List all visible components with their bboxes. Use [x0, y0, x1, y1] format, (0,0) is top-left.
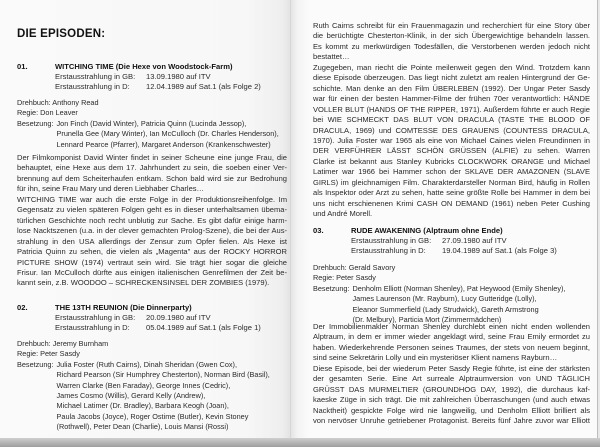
text-line: schichte. Man denke an den Film ÜBERLEBEN (1992). Der Ungar Peter Sasdy: [313, 83, 590, 93]
cast-label: Besetzung:: [313, 283, 350, 293]
episode-number: 02.: [17, 303, 28, 312]
episode-02-credits: [17, 339, 289, 433]
text-line: haben. Wiederkehrende Personen seines Traumes, der stets von neuem beginnt,: [313, 342, 590, 352]
cast-line: Julia Foster (Ruth Cairns), Dinah Sheridan (Gwen Cox),: [56, 359, 237, 369]
air-gb-label: Erstausstrahlung in GB:: [55, 313, 136, 323]
text-line: PICTURE SHOW (1974) vertraut sein wird. Sie trägt hier sogar die gleiche: [17, 257, 287, 267]
text-line: DER VERFÜHRER LÄSST SCHÖN GRÜSSEN (ALFIE) zu sehen. Warren: [313, 146, 590, 156]
text-line: die berüchtigte Chesterton-Klinik, in der sich Übergewichtige behandeln lassen.: [313, 31, 590, 41]
episode-03-header: [313, 226, 590, 257]
air-gb-value: 13.09.1980 auf ITV: [146, 72, 211, 82]
text-line: für ihn, seine Frau Mary und deren Liebhaber Charles…: [17, 184, 205, 194]
text-line: war für einen der besten Hammer-Filme der frühen 70er verantwortlich: HÄNDE: [313, 94, 590, 104]
air-d-value: 12.04.1989 auf Sat.1 (als Folge 2): [146, 82, 261, 92]
page-fold: [290, 0, 291, 440]
episode-01-credits: [17, 98, 289, 150]
cast-line: (Dr. Melbury), Particia Mort (Zimmermädchen): [352, 315, 502, 325]
text-line: Es kommt zu merkwürdigen Todesfällen, die Verstorbenen werden jedoch nicht: [313, 41, 590, 51]
text-line: brennung auf dem Scheiterhaufen entkam. Schon bald wird sie zur Bedrohung: [17, 173, 287, 183]
air-gb-value: 20.09.1980 auf ITV: [146, 313, 211, 323]
episode-02-synopsis: [313, 21, 590, 220]
text-line: bei WIE SCHMECKT DAS BLUT VON DRACULA (TASTE THE BLOOD OF: [313, 115, 590, 125]
cast-line: Lennard Pearce (Pfarrer), Margaret Anderson (Krankenschwester): [56, 139, 271, 149]
text-line: diese Episode überzeugen. Das liegt nicht zuletzt am realen Hintergrund der Ge-: [313, 73, 590, 83]
text-line: DRACULA, 1969) und COMTESSE DES GRAUENS (COUNTESS DRACULA,: [313, 125, 590, 135]
director: Regie: Peter Sasdy: [313, 273, 376, 283]
cast-line: Denholm Elliott (Norman Shenley), Pat Heywood (Emily Shenley),: [352, 283, 566, 293]
cast-line: Warren Clarke (Ben Faraday), George Innes (Cedric),: [56, 380, 231, 390]
text-line: und André Morell.: [313, 209, 373, 219]
text-line: Gegensatz zu vielen späteren Folgen geht es in dieser unterhaltsamen übema-: [17, 205, 287, 215]
text-line: türlichen Geschichte noch recht unblutig zur Sache. Es gibt dafür einige harm-: [17, 215, 287, 225]
cast-line: Richard Pearson (Sir Humphrey Chesterton), Norman Bird (Basil),: [56, 370, 270, 380]
episode-number: 01.: [17, 62, 28, 71]
text-line: Latimer war 1966 bei Hammer schon der SKLAVE DER AMAZONEN (SLAVE: [313, 167, 590, 177]
text-line: von nervöser Unruhe getriebener Protagonist. Bereits fünf Jahre zuvor war Elliott: [313, 416, 590, 426]
air-d-value: 05.04.1989 auf Sat.1 (als Folge 1): [146, 323, 261, 333]
text-line: Alptraum, in dem er immer wieder angeklagt wird, seine Frau Emily ermordet zu: [313, 332, 590, 342]
text-line: bestattet…: [313, 52, 350, 62]
text-line: GIRLS) im gleichnamigen Film. Charakterdarsteller Norman Bird, häufig in Rollen: [313, 177, 590, 187]
text-line: strahlung in den USA allerdings der Zensur zum Opfer fielen. Als Hexe ist: [17, 236, 287, 246]
episode-02-header: [17, 303, 289, 334]
text-line: Zugegeben, man riecht die Pointe meilenweit gegen den Wind. Trotzdem kann: [313, 62, 590, 72]
text-line: sind seine Sekretärin Lolly und ein mysteriöser Klient namens Rayburn…: [313, 353, 558, 363]
episode-01-header: [17, 62, 289, 93]
text-line: der gesamten Serie. Eine Art surreale Alptraumversion von UND TÄGLICH: [313, 374, 590, 384]
cast-label: Besetzung:: [17, 359, 54, 369]
episode-03-credits: [313, 263, 590, 325]
text-line: Clarke ist bekannt aus Stanley Kubricks CLOCKWORK ORANGE und Michael: [313, 156, 590, 166]
cast-label: Besetzung:: [17, 118, 54, 128]
writer: Drehbuch: Jeremy Burnham: [17, 339, 109, 348]
text-line: Nacktheit) gespickte Folge wird nie langweilig, und Denholm Elliott brilliert als: [313, 405, 590, 415]
cast-line: Prunella Gee (Mary Winter), Ian McCulloch (Dr. Charles Henderson),: [56, 129, 279, 139]
text-line: lose Nacktszenen (u.a. in der clever gemachten Prolog-Szene), die bei der Aus-: [17, 226, 287, 236]
cast-line: Eleanor Summerfield (Lady Strudwick), Gareth Armstrong: [352, 304, 539, 314]
air-gb-label: Erstausstrahlung in GB:: [351, 236, 432, 246]
text-line: behauptet, eine Hexe aus dem 17. Jahrhundert zu sein, die soeben einer Ver-: [17, 163, 287, 173]
episode-03-synopsis: [313, 322, 590, 427]
text-line: Diese Episode, bei der wiederum Peter Sasdy Regie führte, ist eine der stärksten: [313, 363, 590, 373]
text-line: Ruth Cairns schreibt für ein Frauenmagazin und recherchiert für eine Story über: [313, 21, 590, 30]
cast-line: James Laurenson (Mr. Rayburn), Lucy Gutteridge (Lolly),: [352, 294, 537, 304]
air-d-label: Erstausstrahlung in D:: [55, 82, 130, 92]
episode-number: 03.: [313, 226, 324, 235]
cast-line: Paula Jacobs (Joyce), Roger Ostime (Butler), Kevin Stoney: [56, 411, 249, 421]
text-line: als Inspektor oder Arzt zu sehen, hatte seine größte Rolle bei Hammer in dem bei: [313, 188, 590, 198]
text-line: uns nicht erschienenen Krimi CASH ON DEMAND (1961) neben Peter Cushing: [313, 198, 590, 208]
section-heading: DIE EPISODEN:: [17, 28, 106, 40]
text-line: kaeske Züge in sich trägt. Die mit zahlreichen Überraschungen (und auch etwas: [313, 395, 590, 405]
director: Regie: Don Leaver: [17, 108, 78, 118]
text-line: Patricia Quinn zu sehen, die vielen als „Magenta" aus der ROCKY HORROR: [17, 247, 287, 257]
text-line: WITCHING TIME war auch die erste Folge in der Produktionsreihenfolge. Im: [17, 194, 287, 204]
left-page: [0, 0, 291, 440]
text-line: Frisur. Ian McCulloch dürfte aus einigen italienischen Genrefilmen der Zeit be-: [17, 267, 287, 277]
episode-title: WITCHING TIME (Die Hexe von Woodstock-Farm): [55, 62, 233, 71]
air-gb-value: 27.09.1980 auf ITV: [442, 236, 507, 246]
director: Regie: Peter Sasdy: [17, 349, 80, 359]
right-page: [291, 0, 598, 440]
scan-shadow: [0, 438, 600, 447]
cast-line: James Cosmo (Willis), Gerard Kelly (Andrew),: [56, 391, 206, 401]
text-line: GRÜSST DAS MURMELTIER (GROUNDHOG DAY, 1992), die durchaus kaf-: [313, 384, 590, 394]
air-d-label: Erstausstrahlung in D:: [55, 323, 130, 333]
text-line: Der Immobilienmakler Norman Shenley durchlebt einen nicht enden wollenden: [313, 322, 590, 331]
air-gb-label: Erstausstrahlung in GB:: [55, 72, 136, 82]
episode-title: THE 13TH REUNION (Die Dinnerparty): [55, 303, 192, 312]
episode-01-synopsis: [17, 153, 287, 289]
text-line: kannt sein, z.B. WOODOO – SCHRECKENSINSEL DER ZOMBIES (1979).: [17, 278, 270, 288]
air-d-value: 19.04.1989 auf Sat.1 (als Folge 3): [442, 246, 557, 256]
cast-line: Michael Latimer (Dr. Bradley), Barbara Keogh (Joan),: [56, 401, 229, 411]
text-line: VOLLER BLUT (HANDS OF THE RIPPER, 1971). Außerdem führte er auch Regie: [313, 104, 590, 114]
cast-line: (Rothwell), Peter Dean (Charlie), Louis Mansi (Rossi): [56, 422, 229, 432]
text-line: Der Filmkomponist David Winter findet in seiner Scheune eine junge Frau, die: [17, 153, 287, 162]
text-line: 1970). Julia Foster war 1965 als eine von Michael Caines vielen Freundinnen in: [313, 135, 590, 145]
cast-line: Jon Finch (David Winter), Patricia Quinn (Lucinda Jessop),: [56, 118, 247, 128]
episode-title: RUDE AWAKENING (Alptraum ohne Ende): [351, 226, 503, 235]
writer: Drehbuch: Gerald Savory: [313, 263, 396, 272]
writer: Drehbuch: Anthony Read: [17, 98, 99, 107]
air-d-label: Erstausstrahlung in D:: [351, 246, 426, 256]
